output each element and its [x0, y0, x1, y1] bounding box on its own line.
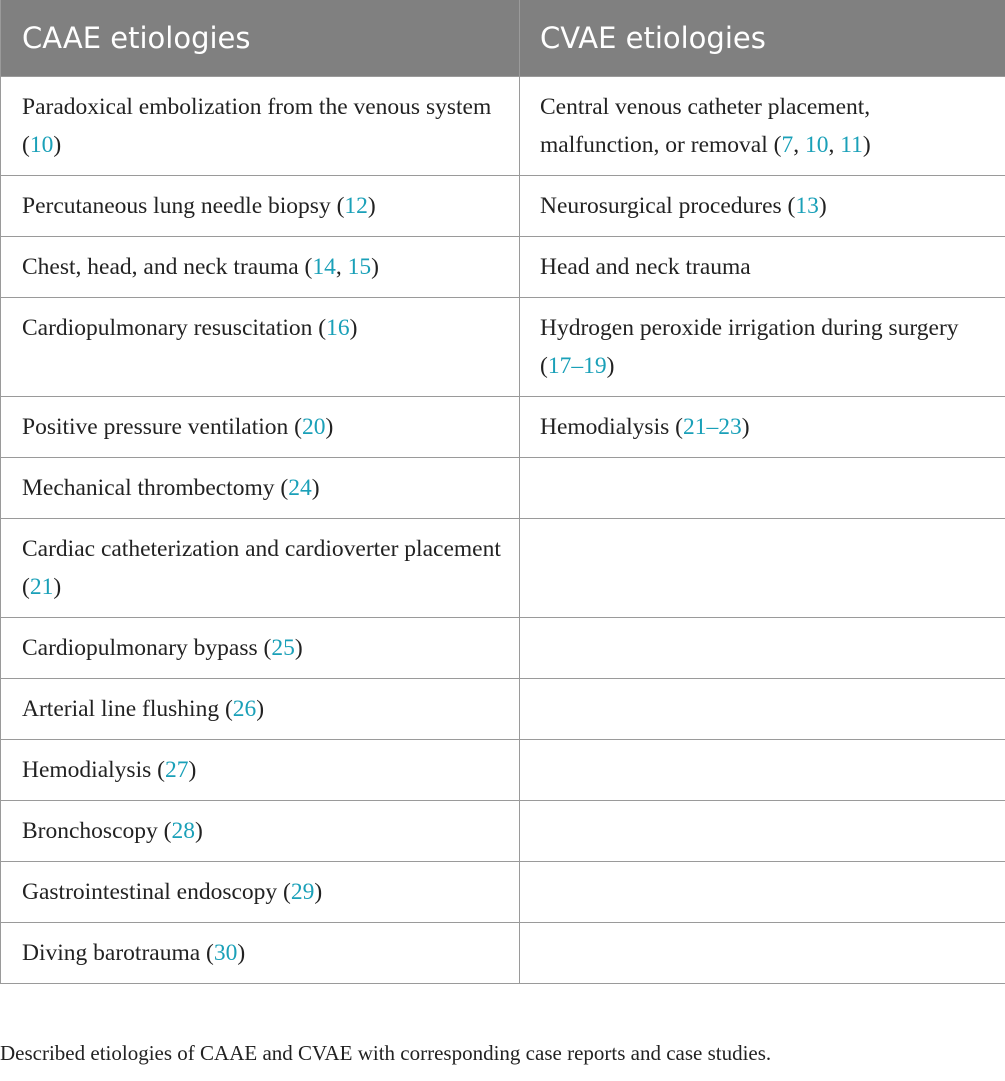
table-row	[1, 861, 1005, 922]
cell-text: Cardiac catheterization and cardioverter placement (	[22, 535, 501, 600]
caae-etiology-cell	[1, 175, 520, 236]
reference-link[interactable]: 27	[164, 756, 189, 783]
cvae-etiology-cell	[520, 396, 1005, 457]
reference-link[interactable]: 25	[271, 634, 295, 661]
table-row	[1, 236, 1005, 297]
caae-etiology-cell	[1, 678, 520, 739]
cell-text: )	[314, 878, 323, 905]
cell-text: )	[606, 352, 615, 379]
caae-etiology-cell	[1, 617, 520, 678]
table-row	[1, 518, 1005, 617]
cell-text: ,	[828, 131, 841, 158]
table-row	[1, 678, 1005, 739]
reference-link[interactable]: 17–19	[547, 352, 607, 379]
reference-link[interactable]: 14	[312, 253, 336, 280]
table-row	[1, 922, 1005, 983]
table-caption: Described etiologies of CAAE and CVAE with corresponding case reports and case studies.	[0, 1041, 772, 1065]
table-row	[1, 457, 1005, 518]
cell-text: Gastrointestinal endoscopy (	[22, 878, 291, 905]
cell-text: Arterial line flushing (	[22, 695, 233, 722]
caae-etiology-cell	[1, 922, 520, 983]
cvae-etiology-cell	[520, 678, 1005, 739]
cvae-etiology-cell	[520, 457, 1005, 518]
cell-text: Hemodialysis (	[540, 413, 683, 440]
cell-text: )	[311, 474, 320, 501]
cell-text: )	[349, 314, 358, 341]
cell-text: )	[194, 817, 203, 844]
reference-link[interactable]: 10	[804, 131, 829, 158]
cell-text: Hydrogen peroxide irrigation during surgery (	[540, 314, 959, 379]
table-row	[1, 76, 1005, 175]
cvae-etiology-cell	[520, 800, 1005, 861]
cell-text: Hemodialysis (	[22, 756, 165, 783]
cell-text: )	[53, 573, 62, 600]
cell-text: Bronchoscopy (	[22, 817, 172, 844]
caae-etiology-cell	[1, 396, 520, 457]
cvae-etiology-cell	[520, 922, 1005, 983]
cell-text: Cardiopulmonary resuscitation (	[22, 314, 327, 341]
cvae-etiology-cell	[520, 861, 1005, 922]
cell-text: Mechanical thrombectomy (	[22, 474, 289, 501]
cell-text: ,	[793, 131, 805, 158]
cell-text: )	[53, 131, 62, 158]
reference-link[interactable]: 20	[302, 413, 326, 440]
caae-etiology-cell	[1, 457, 520, 518]
table-row	[1, 297, 1005, 396]
reference-link[interactable]: 21–23	[682, 413, 742, 440]
cvae-etiology-cell	[520, 297, 1005, 396]
cell-text: Diving barotrauma (	[22, 939, 214, 966]
cell-text: Cardiopulmonary bypass (	[22, 634, 272, 661]
caae-etiology-cell	[1, 800, 520, 861]
table-row	[1, 800, 1005, 861]
cell-text: )	[371, 253, 379, 280]
reference-link[interactable]: 11	[840, 131, 863, 158]
table-header	[1, 0, 1005, 76]
cell-text: )	[188, 756, 197, 783]
reference-link[interactable]: 16	[326, 314, 350, 341]
reference-link[interactable]: 13	[795, 192, 819, 219]
cvae-etiology-cell	[520, 175, 1005, 236]
reference-link[interactable]: 30	[213, 939, 238, 966]
caae-etiology-cell	[1, 76, 520, 175]
reference-link[interactable]: 29	[290, 878, 315, 905]
cell-text: )	[862, 131, 871, 158]
caae-etiology-cell	[1, 297, 520, 396]
header-row	[1, 0, 1005, 76]
header-caae-etiologies: CAAE etiologies	[1, 0, 520, 76]
cell-text: )	[367, 192, 376, 219]
cell-text: )	[818, 192, 827, 219]
caae-etiology-cell	[1, 739, 520, 800]
cell-text: Percutaneous lung needle biopsy (	[22, 192, 345, 219]
cvae-etiology-cell	[520, 518, 1005, 617]
table-row	[1, 739, 1005, 800]
reference-link[interactable]: 28	[171, 817, 195, 844]
caae-etiology-cell	[1, 518, 520, 617]
table-body	[1, 76, 1005, 983]
cell-text: )	[256, 695, 265, 722]
cvae-etiology-cell	[520, 76, 1005, 175]
cell-text: Paradoxical embolization from the venous system (	[22, 93, 492, 158]
cvae-etiology-cell	[520, 739, 1005, 800]
cell-text: )	[237, 939, 246, 966]
cell-text: )	[294, 634, 303, 661]
reference-link[interactable]: 26	[232, 695, 257, 722]
table-row	[1, 175, 1005, 236]
cell-text: Neurosurgical procedures (	[540, 192, 796, 219]
cell-text: Chest, head, and neck trauma (	[22, 253, 313, 280]
cell-text: ,	[335, 253, 348, 280]
table-row	[1, 396, 1005, 457]
caae-etiology-cell	[1, 236, 520, 297]
cell-text: Positive pressure ventilation (	[22, 413, 302, 440]
cvae-etiology-cell	[520, 236, 1005, 297]
reference-link[interactable]: 7	[781, 131, 794, 158]
reference-link[interactable]: 15	[347, 253, 372, 280]
reference-link[interactable]: 10	[29, 131, 54, 158]
cell-text: )	[325, 413, 334, 440]
reference-link[interactable]: 21	[29, 573, 54, 600]
reference-link[interactable]: 24	[288, 474, 312, 501]
cell-text: Head and neck trauma	[540, 253, 751, 280]
cvae-etiology-cell	[520, 617, 1005, 678]
reference-link[interactable]: 12	[344, 192, 368, 219]
header-cvae-etiologies: CVAE etiologies	[520, 0, 1005, 76]
cell-text: Central venous catheter placement, malfunction, or removal (	[540, 93, 871, 158]
table-row	[1, 617, 1005, 678]
cell-text: )	[741, 413, 750, 440]
caae-etiology-cell	[1, 861, 520, 922]
